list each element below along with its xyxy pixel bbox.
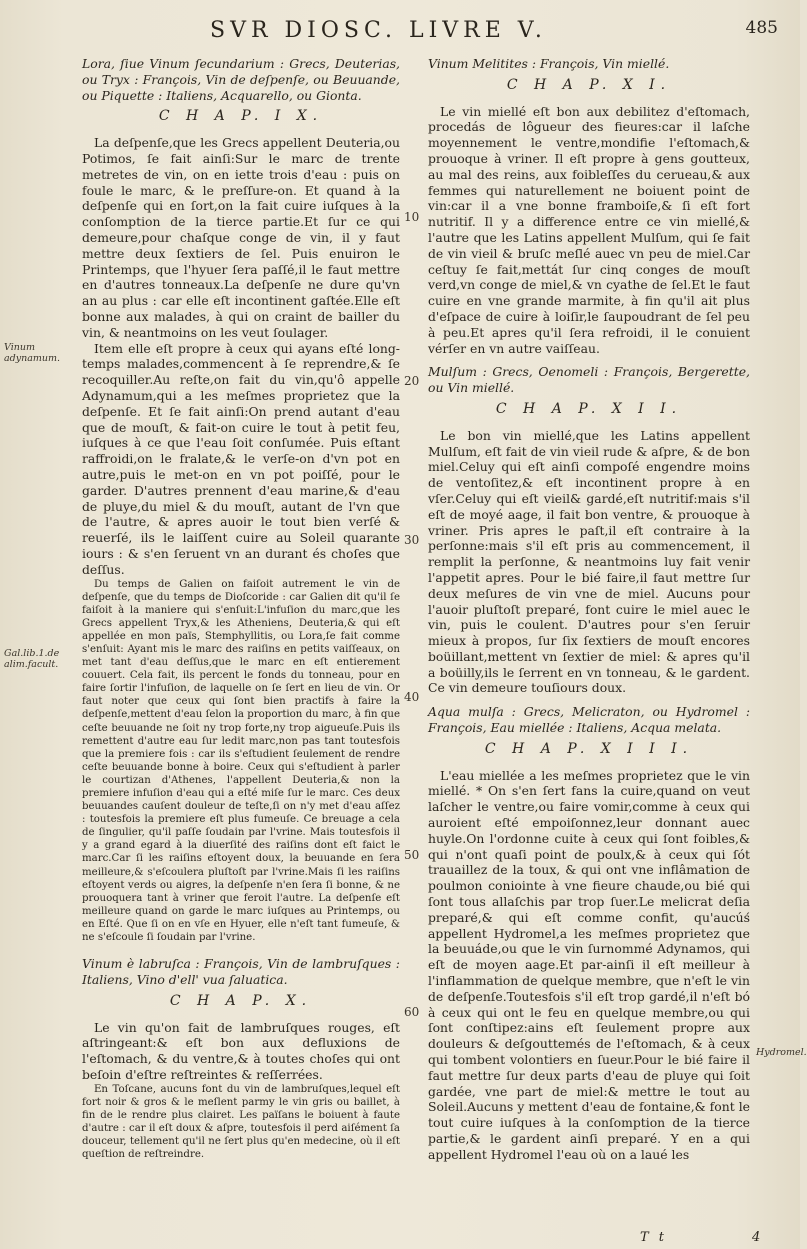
synonyms-labrusca: Vinum è labruſca : François, Vin de lambruſques : Italiens, Vino d'ell' vua ſaluatica. [82, 956, 400, 987]
signature-number: 4 [752, 1230, 761, 1245]
line-number: 30 [404, 533, 420, 547]
chapter-heading-xi: C H A P. X I. [506, 76, 672, 93]
margin-note-vinum-adynamum: Vinum adynamum. [4, 342, 61, 364]
synonyms-aqua-mulsa: Aqua mulſa : Grecs, Melicraton, ou Hydromel : François, Eau miellée : Italiens, Acqua melata. [428, 704, 750, 736]
right-column [428, 56, 750, 1163]
left-column [82, 56, 400, 1161]
margin-note-hydromel: Hydromel. [756, 1047, 807, 1058]
margin-note-galien-reference: Gal.lib.1.de alim.facult. [4, 648, 60, 670]
paragraph-mulsum: Le bon vin miellé,que les Latins appellent Mulſum, eſt fait de vin vieil rude & aſpre, & de bon miel.Celuy qui eſt ainſi compoſé engendre moins de ventoſitez,& eſt incontinent propre à en vſer.Celuy qui eſt vieil& gardé,eſt nutritif:mais s'il eſt de moyé aage, il fait bon ventre, & prouoque à vriner. Pris apres le paſt,il eſt contraire à la perſonne:mais s'il eſt pris au commencement, il remplit la perſonne, & neantmoins luy fait venir l'appetit apres. Pour le bié faire,il faut mettre ſur deux meſures de vin vne de miel. Aucuns pour l'auoir pluſtoſt preparé, font cuire le miel auec le vin, puis le coulent. D'autres pour s'en ſeruir mieux à propos, ſur ſix ſextiers de mouſt encores boüillant,mettent vn ſextier de miel: & apres qu'il a boüilly,ils le ſerrent en vn tonneau, & le gardent. Ce vin demeure touſiours doux. [428, 427, 750, 696]
synonyms-melitites: Vinum Melitites : François, Vin miellé. [428, 56, 670, 71]
paragraph-vin-mielle: Le vin miellé eſt bon aux debilitez d'eſtomach, procedás de lôgueur des fieures:car il laſche moyennement le ventre,mondifie l'eſtomach,& prouoque à vriner. Il eſt propre à gens goutteux, au mal des reins, aux foibleſſes du cerueau,& aux femmes qui naturellement ne boiuent point de vin:car il a vne bonne framboiſe,& ſi eſt fort nutritif. Il y a difference entre ce vin miellé,& l'autre que les Latins appellent Mulſum, qui ſe fait de vin vieil & bruſc meſlé auec vn peu de miel.Car ceſtuy ſe fait,mettát ſur cinq conges de mouſt verd,vn conge de miel,& vn cyathe de ſel.Et le faut cuire en vne grande marmite, à fin qu'il ait plus d'eſpace de cuire à loiſir,le ſaupoudrant de ſel peu à peu.Et apres qu'il ſera refroidi, il le conuient vérſer en vn autre vaiſſeau. [428, 103, 750, 356]
chapter-heading-ix: C H A P. I X. [158, 108, 324, 125]
line-number: 20 [404, 374, 420, 388]
commentary-toscane: En Toſcane, aucuns font du vin de lambruſques,lequel eſt fort noir & gros & le meſlent parmy le vin gris ou baillet, à fin de le rendre plus clairet. Les païſans le boiuent à faute d'autre : car il eſt doux & aſpre, toutesfois il perd aiſément ſa douceur, tellement qu'il ne ſert plus qu'en medecine, où il eſt queſtion de reſtreindre. [82, 1083, 400, 1161]
signature-mark: T t [640, 1230, 668, 1245]
page-number: 485 [745, 18, 778, 38]
chapter-heading-x: C H A P. X. [169, 992, 313, 1009]
paragraph-adynamum: Item elle eſt propre à ceux qui ayans eſté long-temps malades,commencent à ſe reprendre,& ſe recoquiller.Au reſte,on fait du vin,qu'ô appelle Adynamum,qui a les meſmes proprietez que la deſpenſe. Et ſe fait ainſi:On prend autant d'eau que de mouſt, & fait-on cuire le tout à petit feu, iuſques à ce que l'eau ſoit conſumée. Puis eſtant raffroidi,on le fralate,& le verſe-on d'vn pot en autre,puis le met-on en vn pot poiſſé, pour le garder. D'autres prennent d'eau marine,& d'eau de pluye,du miel & du mouſt, autant de l'vn que de l'autre, & apres auoir le tout bien verſé & reuerſé, ils le laiſſent cuire au Soleil quarante iours : & s'en ſeruent vn an durant és choſes que deſſus. [82, 340, 400, 577]
line-number: 50 [404, 848, 420, 862]
running-title: SVR DIOSC. LIVRE V. [210, 18, 547, 43]
paragraph-eau-miellee: L'eau miellée a les meſmes proprietez que le vin miellé. * On s'en ſert fans la cuire,quand on veut laſcher le ventre,ou faire vomir,comme à ceux qui auroient eſté empoiſonnez,leur donnant auec huyle.On l'ordonne cuite à ceux qui ſont foibles,& qui n'ont quaſi point de poulx,& à ceux qui ſót trauaillez de la toux, & qui ont vne inflâmation de poulmon coniointe à vne fieure chaude,ou bié qui ſont tous allaſchis par trop ſuer.Le melicrat deſia preparé,& qui eſt comme confit, qu'aucúś appellent Hydromel,a les meſmes proprietez que la beuuáde,ou que le vin ſurnommé Adynamos, qui eſt de moyen aage.Et par-ainſi il eſt meilleur à l'inflammation de quelque membre, que n'eſt le vin de deſpenſe.Toutesfois s'il eſt trop gardé,il n'eſt bó à ceux qui ont le feu en quelque membre,ou qui ſont conſtipez:ains eſt ſeulement propre aux douleurs & deſgouttemés de l'eſtomach, & à ceux qui tombent volontiers en ſueur.Pour le bié faire il faut mettre ſur deux parts d'eau de pluye qui ſoit gardée, vne part de miel:& mettre le tout au Soleil.Aucuns y mettent d'eau de fontaine,& font le tout cuire iuſques à la conſomption de la tierce partie,& le gardent ainſi preparé. Y en a qui appellent Hydromel l'eau où on a laué les [428, 767, 750, 1162]
chapter-heading-xii: C H A P. X I I. [495, 400, 683, 417]
line-number: 60 [404, 1005, 420, 1019]
synonyms-mulsum: Mulſum : Grecs, Oenomeli : François, Bergerette, ou Vin miellé. [428, 364, 750, 396]
line-number: 40 [404, 690, 420, 704]
commentary-galien: Du temps de Galien on faiſoit autrement le vin de deſpenſe, que du temps de Dioſcoride : car Galien dit qu'il ſe faiſoit à la maniere qui s'enſuit:L'infuſion du marc,que les Grecs appellent Tryx,& les Atheniens, Deuteria,& qui eſt appellée en mon païs, Stemphyllitis, ou Lora,ſe fait comme s'enſuit: Ayant mis le marc des raiſins en petits vaiſſeaux, on met tant d'eau deſſus,que le marc en eſt entierement couuert. Cela fait, ils percent le fonds du tonneau, pour en faire ſortir l'infuſion, de laquelle on ſe ſert en lieu de vin. Or faut noter que ceux qui ſont bien practifs à faire la deſpenſe,mettent d'eau ſelon la proportion du marc, à fin que ceſte beuuande ne ſoit ny trop forte,ny trop aigueuſe.Puis ils remettent d'autre eau ſur ledit marc,non pas tant toutesfois que la premiere fois : car ils s'eſtudient ſeulement de rendre ceſte beuuande bonne à boire. Ceux qui s'eſtudient à parler le courtizan d'Athenes, l'appellent Deuteria,& non la premiere infuſion d'eau qui a eſté miſe ſur le marc. Ces deux beuuandes cauſent douleur de teſte,ſi on n'y met d'eau aſſez : toutesfois la premiere eſt plus fumeuſe. Ce breuage a cela de ſingulier, qu'il paſſe ſoudain par l'vrine. Mais toutesfois il y a grand egard à la diuerſité des raiſins dont eſt faict le marc.Car ſi les raiſins eſtoyent doux, la beuuande en ſera meilleure,& s'eſcoulera pluſtoſt par l'vrine.Mais ſi les raiſins eſtoyent verds ou aigres, la deſpenſe n'en ſera ſi bonne, & ne prouoquera tant à vriner que feroit l'autre. La deſpenſe eſt meilleure quand on garde le marc iuſques au Printemps, ou en Eſté. Que ſi on en vſe en Hyuer, elle n'eſt tant fumeuſe, & ne s'eſcoule ſi ſoudain par l'vrine. [82, 578, 400, 944]
line-number: 10 [404, 210, 420, 224]
paragraph-lambrusques: Le vin qu'on fait de lambruſques rouges, eſt aſtringeant:& eſt bon aux defluxions de l'eſtomach, & du ventre,& à toutes choſes qui ont beſoin d'eſtre reſtreintes & reſſerrées. [82, 1019, 400, 1082]
chapter-heading-xiii: C H A P. X I I I. [484, 740, 694, 757]
synonyms-lora: Lora, ſiue Vinum ſecundarium : Grecs, Deuterias, ou Tryx : François, Vin de deſpenſe, ou Beuuande, ou Piquette : Italiens, Acquarello, ou Gionta. [82, 56, 400, 103]
paragraph-deuteria: La deſpenſe,que les Grecs appellent Deuteria,ou Potimos, ſe fait ainſi:Sur le marc de trente metretes de vin, on en iette trois d'eau : puis on foule le marc, & le preſſure-on. Et quand à la deſpenſe qui en ſort,on la fait cuire iuſques à la conſomption de la tierce partie.Et ſur ce qui demeure,pour chaſque conge de vin, il y faut mettre deux ſextiers de ſel. Puis enuiron le Printemps, que l'hyuer ſera paſſé,il le faut mettre en d'autres tonneaux.La deſpenſe ne dure qu'vn an au plus : car elle eſt incontinent gaſtée.Elle eſt bonne aux malades, à qui on craint de bailler du vin, & neantmoins on les veut ſoulager. [82, 135, 400, 340]
